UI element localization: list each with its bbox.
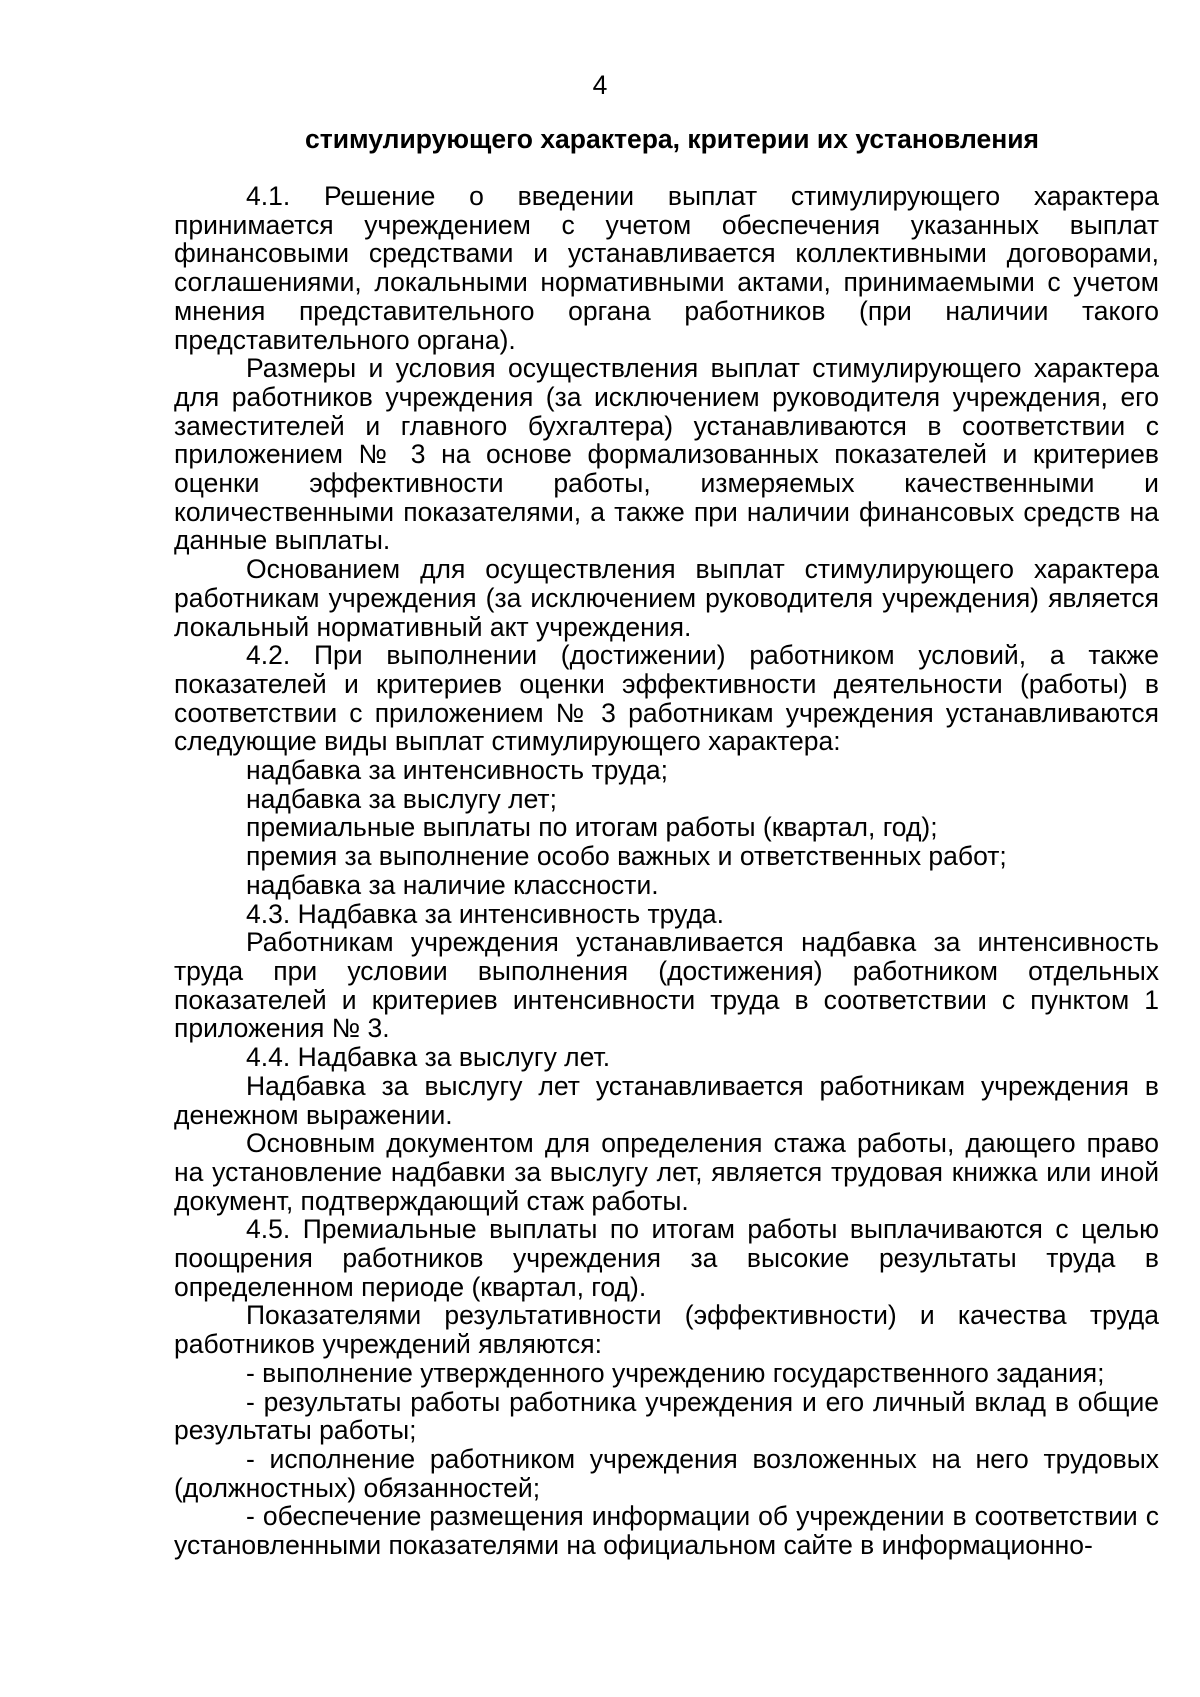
list-item: - выполнение утвержденного учреждению государственного задания; [246, 1357, 1105, 1388]
list-item: надбавка за интенсивность труда; [246, 755, 668, 786]
list-item: - результаты работы работника учреждения и его личный вклад в общие результаты работы; [174, 1386, 1159, 1446]
list-item: надбавка за наличие классности. [246, 869, 659, 900]
paragraph: Размеры и условия осуществления выплат стимулирующего характера для работников учреждения (за исключением руководителя учреждения, его заместителей и главного бухгалтера) устанавливаются в соответствии с приложением № 3 на основе формализованных показателей и критериев оценки эффективности работы, измеряемых качественными и количественными показателями, а также при наличии финансовых средств на данные выплаты. [174, 353, 1159, 556]
paragraph: 4.4. Надбавка за выслугу лет. [246, 1042, 611, 1073]
page-number: 4 [592, 70, 608, 100]
list-item: премия за выполнение особо важных и ответственных работ; [246, 841, 1007, 872]
list-item: надбавка за выслугу лет; [246, 783, 557, 814]
document-body [174, 182, 1159, 1560]
list-item: премиальные выплаты по итогам работы (квартал, год); [246, 812, 938, 843]
paragraph: 4.1. Решение о введении выплат стимулирующего характера принимается учреждением с учетом обеспечения указанных выплат финансовыми средствами и устанавливается коллективными договорами, соглашениями, локальными нормативными актами, принимаемыми с учетом мнения представительного органа работников (при наличии такого представительного органа). [174, 181, 1159, 355]
section-heading: стимулирующего характера, критерии их установления [305, 124, 1039, 154]
paragraph: Надбавка за выслугу лет устанавливается работникам учреждения в денежном выражении. [174, 1070, 1159, 1130]
paragraph: 4.2. При выполнении (достижении) работником условий, а также показателей и критериев оценки эффективности деятельности (работы) в соответствии с приложением № 3 работникам учреждения устанавливаются следующие виды выплат стимулирующего характера: [174, 640, 1159, 757]
list-item: - исполнение работником учреждения возложенных на него трудовых (должностных) обязанностей; [174, 1443, 1159, 1503]
paragraph: Работникам учреждения устанавливается надбавка за интенсивность труда при условии выполнения (достижения) работником отдельных показателей и критериев интенсивности труда в соответствии с пунктом 1 приложения № 3. [174, 927, 1159, 1044]
list-item: - обеспечение размещения информации об учреждении в соответствии с установленными показателями на официальном сайте в информационно- [174, 1501, 1159, 1561]
paragraph: Основным документом для определения стажа работы, дающего право на установление надбавки за выслугу лет, является трудовая книжка или иной документ, подтверждающий стаж работы. [174, 1128, 1159, 1216]
paragraph: 4.3. Надбавка за интенсивность труда. [246, 898, 725, 929]
paragraph: 4.5. Премиальные выплаты по итогам работы выплачиваются с целью поощрения работников учреждения за высокие результаты труда в определенном периоде (квартал, год). [174, 1214, 1159, 1302]
paragraph: Показателями результативности (эффективности) и качества труда работников учреждений являются: [174, 1300, 1159, 1360]
paragraph: Основанием для осуществления выплат стимулирующего характера работникам учреждения (за исключением руководителя учреждения) является локальный нормативный акт учреждения. [174, 554, 1159, 642]
